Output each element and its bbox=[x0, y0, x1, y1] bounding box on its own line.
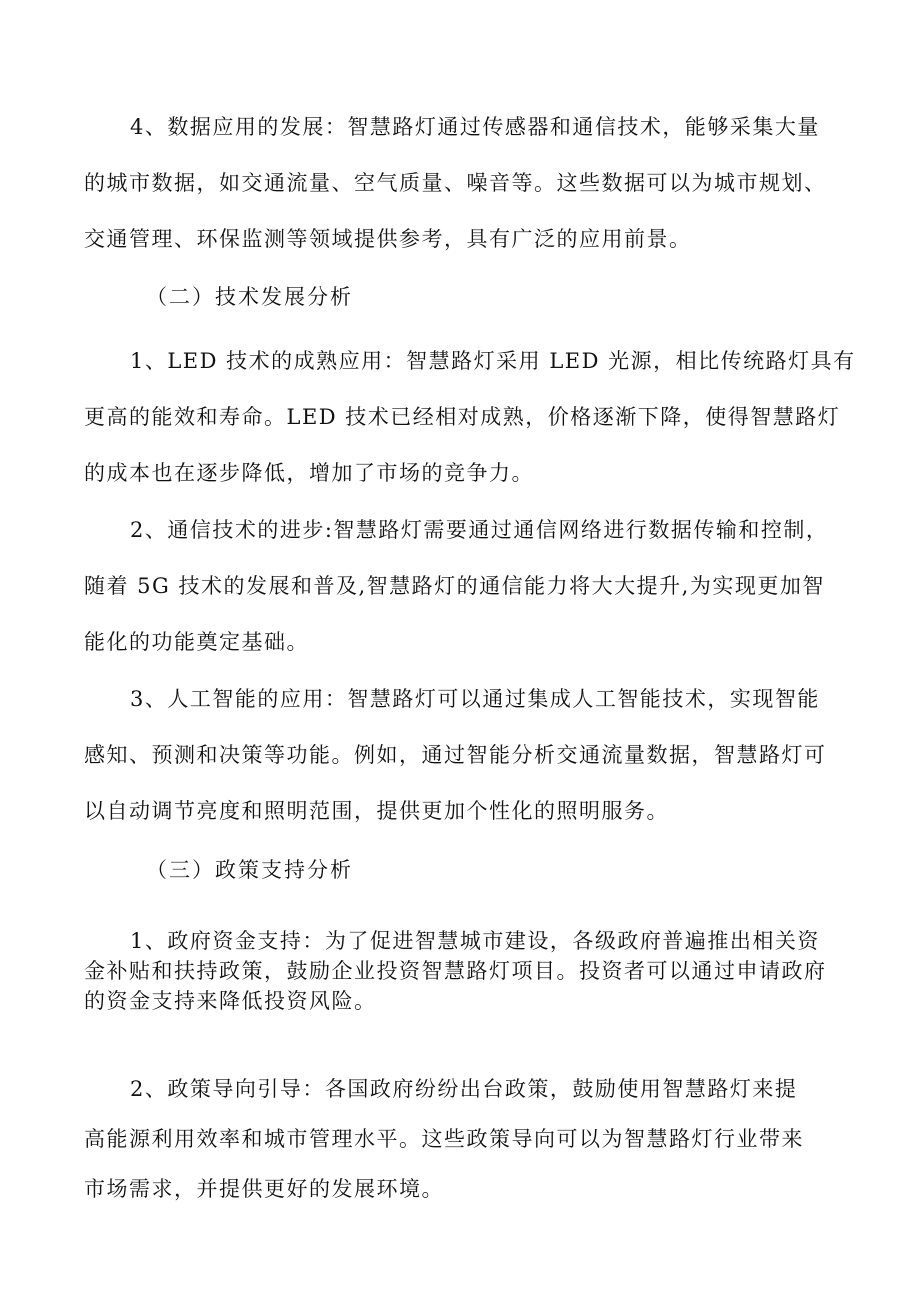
text-line: 3、人工智能的应用：智慧路灯可以通过集成人工智能技术，实现智能 bbox=[130, 687, 820, 711]
text-line: 2、政策导向引导：各国政府纷纷出台政策，鼓励使用智慧路灯来提 bbox=[130, 1077, 798, 1101]
text-line: 能化的功能奠定基础。 bbox=[84, 630, 309, 654]
section-heading-policy: （三）政策支持分析 bbox=[146, 858, 353, 882]
text-line: 随着 5G 技术的发展和普及,智慧路灯的通信能力将大大提升,为实现更加智 bbox=[84, 574, 825, 598]
paragraph-policy-guidance bbox=[84, 1064, 844, 1214]
text-line: 高能源利用效率和城市管理水平。这些政策导向可以为智慧路灯行业带来 bbox=[84, 1127, 804, 1151]
section-heading-tech: （二）技术发展分析 bbox=[146, 285, 353, 309]
text-line: 感知、预测和决策等功能。例如，通过智能分析交通流量数据，智慧路灯可 bbox=[84, 743, 827, 767]
text-line: 的资金支持来降低投资风险。 bbox=[84, 989, 377, 1013]
paragraph-ai bbox=[84, 671, 844, 839]
text-line: 1、LED 技术的成熟应用：智慧路灯采用 LED 光源，相比传统路灯具有 bbox=[130, 349, 856, 373]
text-line: 更高的能效和寿命。LED 技术已经相对成熟，价格逐渐下降，使得智慧路灯 bbox=[84, 405, 841, 429]
text-line: 的成本也在逐步降低，增加了市场的竞争力。 bbox=[84, 461, 534, 485]
text-line: 4、数据应用的发展：智慧路灯通过传感器和通信技术，能够采集大量 bbox=[130, 115, 820, 139]
text-line: 交通管理、环保监测等领域提供参考，具有广泛的应用前景。 bbox=[84, 227, 692, 251]
paragraph-government-funding bbox=[84, 926, 844, 1016]
text-line: 的城市数据，如交通流量、空气质量、噪音等。这些数据可以为城市规划、 bbox=[84, 171, 827, 195]
text-line: 市场需求，并提供更好的发展环境。 bbox=[84, 1177, 444, 1201]
text-line: 以自动调节亮度和照明范围，提供更加个性化的照明服务。 bbox=[84, 799, 669, 823]
text-line: 金补贴和扶持政策，鼓励企业投资智慧路灯项目。投资者可以通过申请政府 bbox=[84, 959, 827, 983]
text-line: 1、政府资金支持：为了促进智慧城市建设，各级政府普遍推出相关资 bbox=[130, 929, 820, 953]
text-line: 2、通信技术的进步:智慧路灯需要通过通信网络进行数据传输和控制， bbox=[130, 518, 829, 542]
paragraph-communication bbox=[84, 502, 844, 670]
paragraph-led bbox=[84, 333, 856, 501]
paragraph-data-application bbox=[84, 99, 844, 267]
